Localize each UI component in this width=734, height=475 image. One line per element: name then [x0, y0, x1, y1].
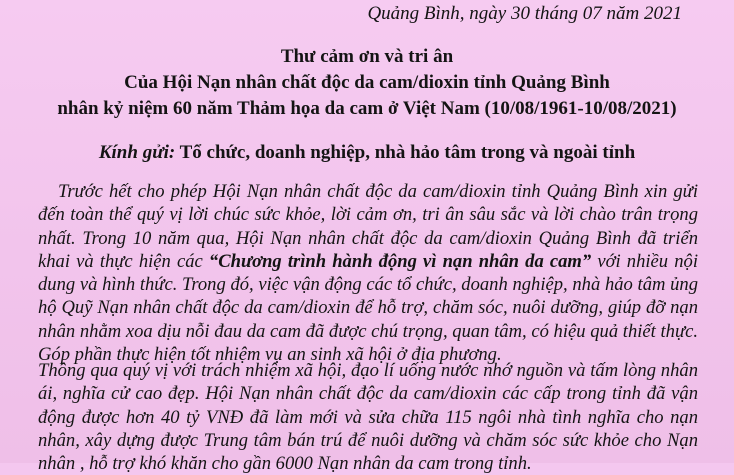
salutation-recipients: Tổ chức, doanh nghiệp, nhà hảo tâm trong và ngoài tỉnh: [175, 142, 636, 163]
program-name-quote: “Chương trình hành động vì nạn nhân da cam”: [208, 250, 592, 272]
salutation: [0, 142, 734, 164]
body-paragraph-2: Thông qua quý vị với trách nhiệm xã hội, đạo lí uống nước nhớ nguồn và tấm lòng nhân ái, nghĩa cử cao đẹp. Hội Nạn nhân chất độc da cam/dioxin các cấp trong tỉnh đã vận động được hơn 40 tỷ VNĐ đã làm mới và sửa chữa 115 ngôi nhà tình nghĩa cho nạn nhân, xây dựng được Trung tâm bán trú để nuôi dưỡng và chăm sóc sức khỏe cho Nạn nhân , hỗ trợ khó khăn cho gần 6000 Nạn nhân da cam trong tỉnh.: [38, 360, 698, 475]
letter-title: Thư cảm ơn và tri ân: [280, 46, 454, 67]
date-line: Quảng Bình, ngày 30 tháng 07 năm 2021: [367, 3, 682, 24]
letter-sender: Của Hội Nạn nhân chất độc da cam/dioxin tỉnh Quảng Bình: [124, 72, 610, 93]
body-paragraph-1: [38, 180, 698, 366]
paragraph-1-text-b: với nhiều nội dung và hình thức. Trong đó, việc vận động các tổ chức, doanh nghiệp, nhà hảo tâm ủng hộ Quỹ Nạn nhân chất độc da cam/dioxin để hỗ trợ, chăm sóc, nuôi dưỡng, giúp đỡ nạn nhân nhằm xoa dịu nỗi đau da cam đã được chú trọng, quan tâm, có hiệu quả thiết thực. Góp phần thực hiện tốt nhiệm vụ an sinh xã hội ở địa phương.: [38, 250, 698, 366]
letter-occasion: nhân kỷ niệm 60 năm Thảm họa da cam ở Việt Nam (10/08/1961-10/08/2021): [57, 98, 677, 119]
paragraph-1-text-a: Trước hết cho phép Hội Nạn nhân chất độc da cam/dioxin tỉnh Quảng Bình xin gửi đến toàn thể quý vị lời chúc sức khỏe, lời cảm ơn, tri ân sâu sắc và lời chào trân trọng nhất. Trong 10 năm qua, Hội Nạn nhân chất độc da cam/dioxin Quảng Bình đã triển khai và thực hiện các: [38, 181, 698, 272]
salutation-lead: Kính gửi:: [98, 142, 176, 163]
